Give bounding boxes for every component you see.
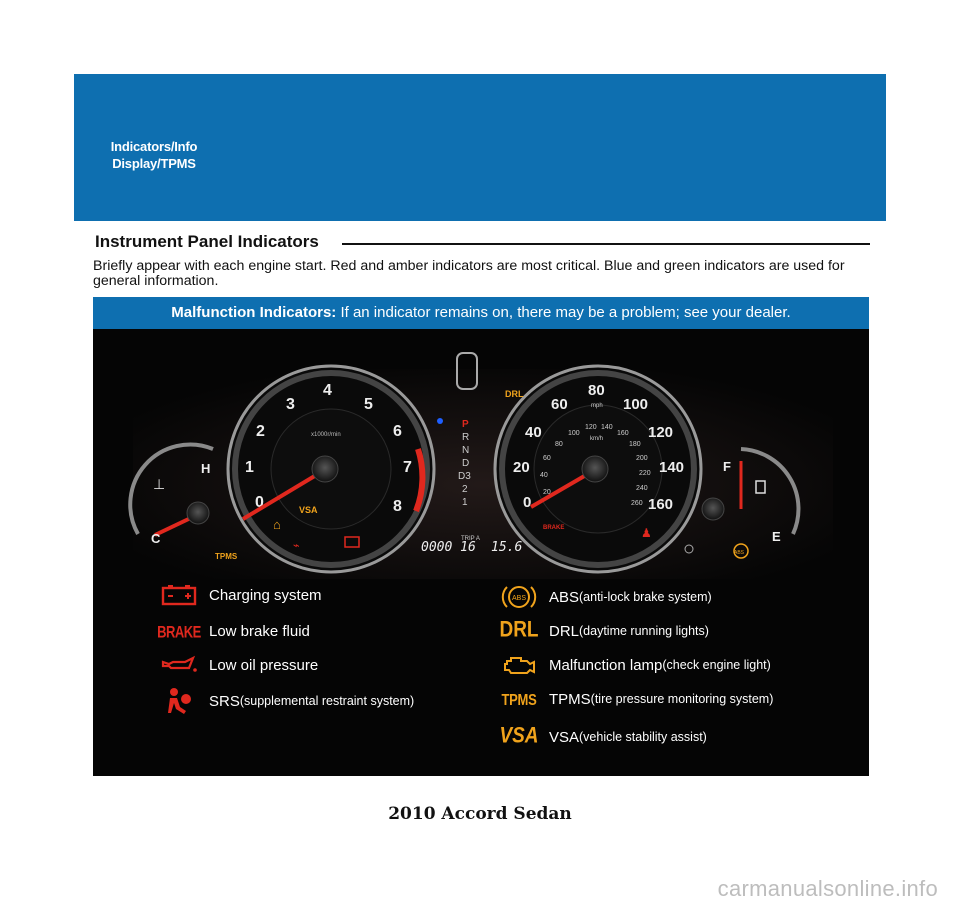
mph-160: 160	[648, 496, 674, 513]
kmh-60: 60	[543, 455, 551, 462]
legend-item-srs	[157, 687, 414, 715]
page-title: Instrument Panel Indicators	[95, 232, 319, 251]
tach-tick-0: 0	[255, 494, 264, 511]
temp-cold-label: C	[151, 531, 161, 546]
footer-model: 2010 Accord Sedan	[388, 804, 572, 824]
legend-item-brake	[157, 617, 310, 645]
watermark: carmanualsonline.info	[717, 876, 938, 901]
engine-lamp: ⌂	[273, 517, 281, 532]
legend-item-charging	[157, 581, 322, 609]
panel-header-label: Malfunction Indicators:	[171, 304, 337, 321]
title-row	[95, 232, 870, 254]
vsa-badge: VSA	[299, 505, 318, 515]
tach-tick-2: 2	[256, 423, 265, 440]
indicator-panel	[93, 297, 869, 776]
tpms-badge: TPMS	[215, 552, 238, 561]
kmh-260: 260	[631, 500, 643, 507]
vsa-text-icon: VSA	[499, 724, 539, 749]
section-tab-line1: Indicators/Info	[110, 139, 198, 154]
oil-can-icon	[157, 651, 201, 679]
kmh-120: 120	[585, 424, 597, 431]
mph-unit: mph	[591, 403, 603, 409]
kmh-140: 140	[601, 424, 613, 431]
mph-60: 60	[551, 396, 568, 413]
legend-item-drl	[497, 617, 709, 645]
legend-label-srs: SRS	[209, 692, 240, 710]
legend-note-drl: (daytime running lights)	[579, 624, 709, 638]
abs-icon	[497, 583, 541, 611]
speedometer	[495, 366, 701, 572]
oil-lamp: ⌁	[293, 540, 300, 552]
trip-value: 15.6	[491, 540, 523, 555]
mph-140: 140	[659, 459, 685, 476]
mph-80: 80	[588, 382, 605, 399]
legend-label-brake: Low brake fluid	[209, 622, 310, 640]
kmh-40: 40	[540, 472, 548, 479]
tach-unit: x1000r/min	[311, 432, 341, 438]
indicator-legend	[93, 577, 869, 767]
instrument-cluster	[93, 329, 869, 579]
legend-label-tpms: TPMS	[549, 690, 591, 708]
legend-item-malfunction	[497, 651, 771, 679]
kmh-220: 220	[639, 470, 651, 477]
gear-r: R	[462, 432, 470, 443]
intro-text: Briefly appear with each engine start. Red and amber indicators are most critical. Blue and green indicators are used for general information.	[93, 258, 845, 289]
gear-p: P	[462, 419, 469, 430]
kmh-240: 240	[636, 485, 648, 492]
tach-tick-5: 5	[364, 396, 373, 413]
legend-item-vsa	[497, 723, 707, 751]
trip-label: TRIP A	[461, 536, 480, 542]
legend-note-vsa: (vehicle stability assist)	[579, 730, 707, 744]
tach-tick-8: 8	[393, 498, 402, 515]
mph-100: 100	[623, 396, 649, 413]
tach-tick-4: 4	[323, 382, 332, 399]
legend-note-abs: (anti-lock brake system)	[579, 590, 712, 604]
kmh-200: 200	[636, 455, 648, 462]
odometer: 0000 16	[421, 540, 476, 555]
legend-item-oil	[157, 651, 318, 679]
tach-tick-1: 1	[245, 459, 254, 476]
legend-label-drl: DRL	[549, 622, 580, 640]
fuel-empty-label: E	[772, 529, 781, 544]
kmh-160: 160	[617, 430, 629, 437]
mph-0: 0	[523, 494, 532, 511]
fuel-full-label: F	[723, 459, 731, 474]
kmh-100: 100	[568, 430, 580, 437]
airbag-icon	[157, 687, 201, 715]
tach-tick-3: 3	[286, 396, 295, 413]
title-rule	[342, 243, 870, 245]
mph-20: 20	[513, 459, 530, 476]
srs-lamp: ♟	[641, 526, 652, 540]
svg-text:ABS: ABS	[512, 595, 527, 602]
tach-tick-7: 7	[403, 459, 412, 476]
brake-text-icon: BRAKE	[157, 621, 201, 641]
kmh-80: 80	[555, 441, 563, 448]
section-tab	[90, 138, 218, 172]
legend-note-malfunction: (check engine light)	[662, 658, 771, 672]
legend-label-charging: Charging system	[209, 586, 322, 604]
gear-d3: D3	[458, 471, 471, 482]
tpms-text-icon: TPMS	[501, 690, 537, 708]
kmh-180: 180	[629, 441, 641, 448]
tachometer	[228, 366, 434, 572]
drl-badge: DRL	[505, 389, 524, 399]
temp-hot-label: H	[201, 461, 211, 476]
brake-badge: BRAKE	[543, 525, 565, 531]
drl-text-icon: DRL	[499, 618, 539, 643]
legend-label-vsa: VSA	[549, 728, 580, 746]
svg-text:⊥: ⊥	[153, 476, 166, 492]
legend-note-srs: (supplemental restraint system)	[239, 694, 415, 708]
battery-icon	[157, 581, 201, 609]
legend-label-abs: ABS	[549, 588, 580, 606]
kmh-unit: km/h	[590, 436, 604, 442]
mph-40: 40	[525, 424, 542, 441]
gear-1: 1	[462, 497, 468, 508]
legend-note-tpms: (tire pressure monitoring system)	[590, 692, 774, 706]
engine-icon	[497, 651, 541, 679]
kmh-20: 20	[543, 489, 551, 496]
gear-n: N	[462, 445, 470, 456]
legend-label-malfunction: Malfunction lamp	[549, 656, 663, 674]
legend-label-oil: Low oil pressure	[209, 656, 319, 674]
legend-item-abs	[497, 583, 712, 611]
gear-d: D	[462, 458, 470, 469]
section-tab-line2: Display/TPMS	[112, 156, 196, 171]
panel-header-text: If an indicator remains on, there may be a problem; see your dealer.	[336, 304, 791, 321]
panel-header	[93, 297, 869, 329]
tach-tick-6: 6	[393, 423, 402, 440]
mph-120: 120	[648, 424, 674, 441]
abs-badge: ABS	[734, 550, 745, 556]
gear-2: 2	[462, 484, 468, 495]
legend-item-tpms	[497, 685, 773, 713]
